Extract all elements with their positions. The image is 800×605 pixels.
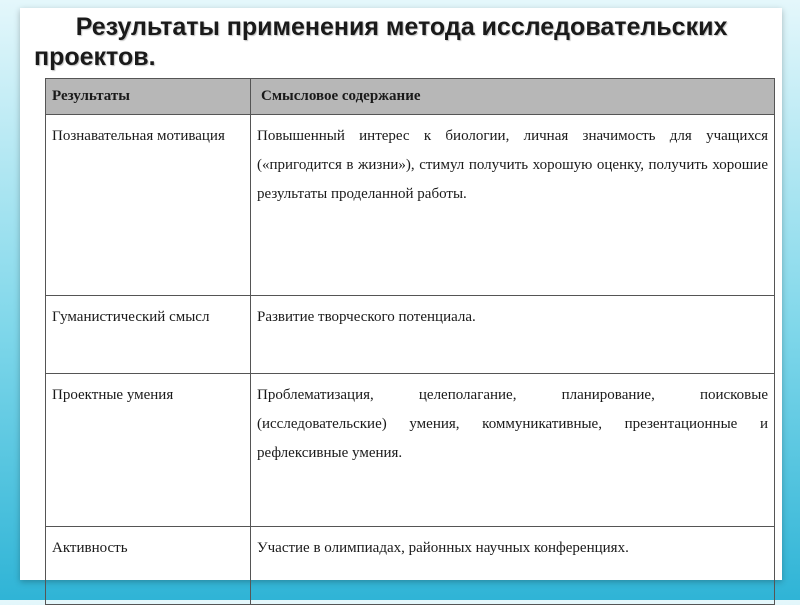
table-row (46, 527, 775, 605)
row-result: Познавательная мотивация (46, 115, 251, 296)
table-row (46, 296, 775, 374)
header-content: Смысловое содержание (251, 79, 775, 115)
header-results: Результаты (46, 79, 251, 115)
row-result: Гуманистический смысл (46, 296, 251, 374)
row-content: Развитие творческого потенциала. (251, 296, 775, 374)
table-header-row (46, 79, 775, 115)
table-row (46, 374, 775, 527)
row-content: Проблематизация, целеполагание, планирование, поисковые (исследовательские) умения, коммуникативные, презентационные и рефлексивные умения. (251, 374, 775, 527)
row-content: Участие в олимпиадах, районных научных конференциях. (251, 527, 775, 605)
row-result: Проектные умения (46, 374, 251, 527)
slide (20, 8, 782, 580)
row-result: Активность (46, 527, 251, 605)
row-content: Повышенный интерес к биологии, личная значимость для учащихся («пригодится в жизни»), стимул получить хорошую оценку, получить хорошие результаты проделанной работы. (251, 115, 775, 296)
results-table (45, 78, 775, 605)
slide-title: Результаты применения метода исследовательских проектов. (34, 13, 735, 71)
table-row (46, 115, 775, 296)
